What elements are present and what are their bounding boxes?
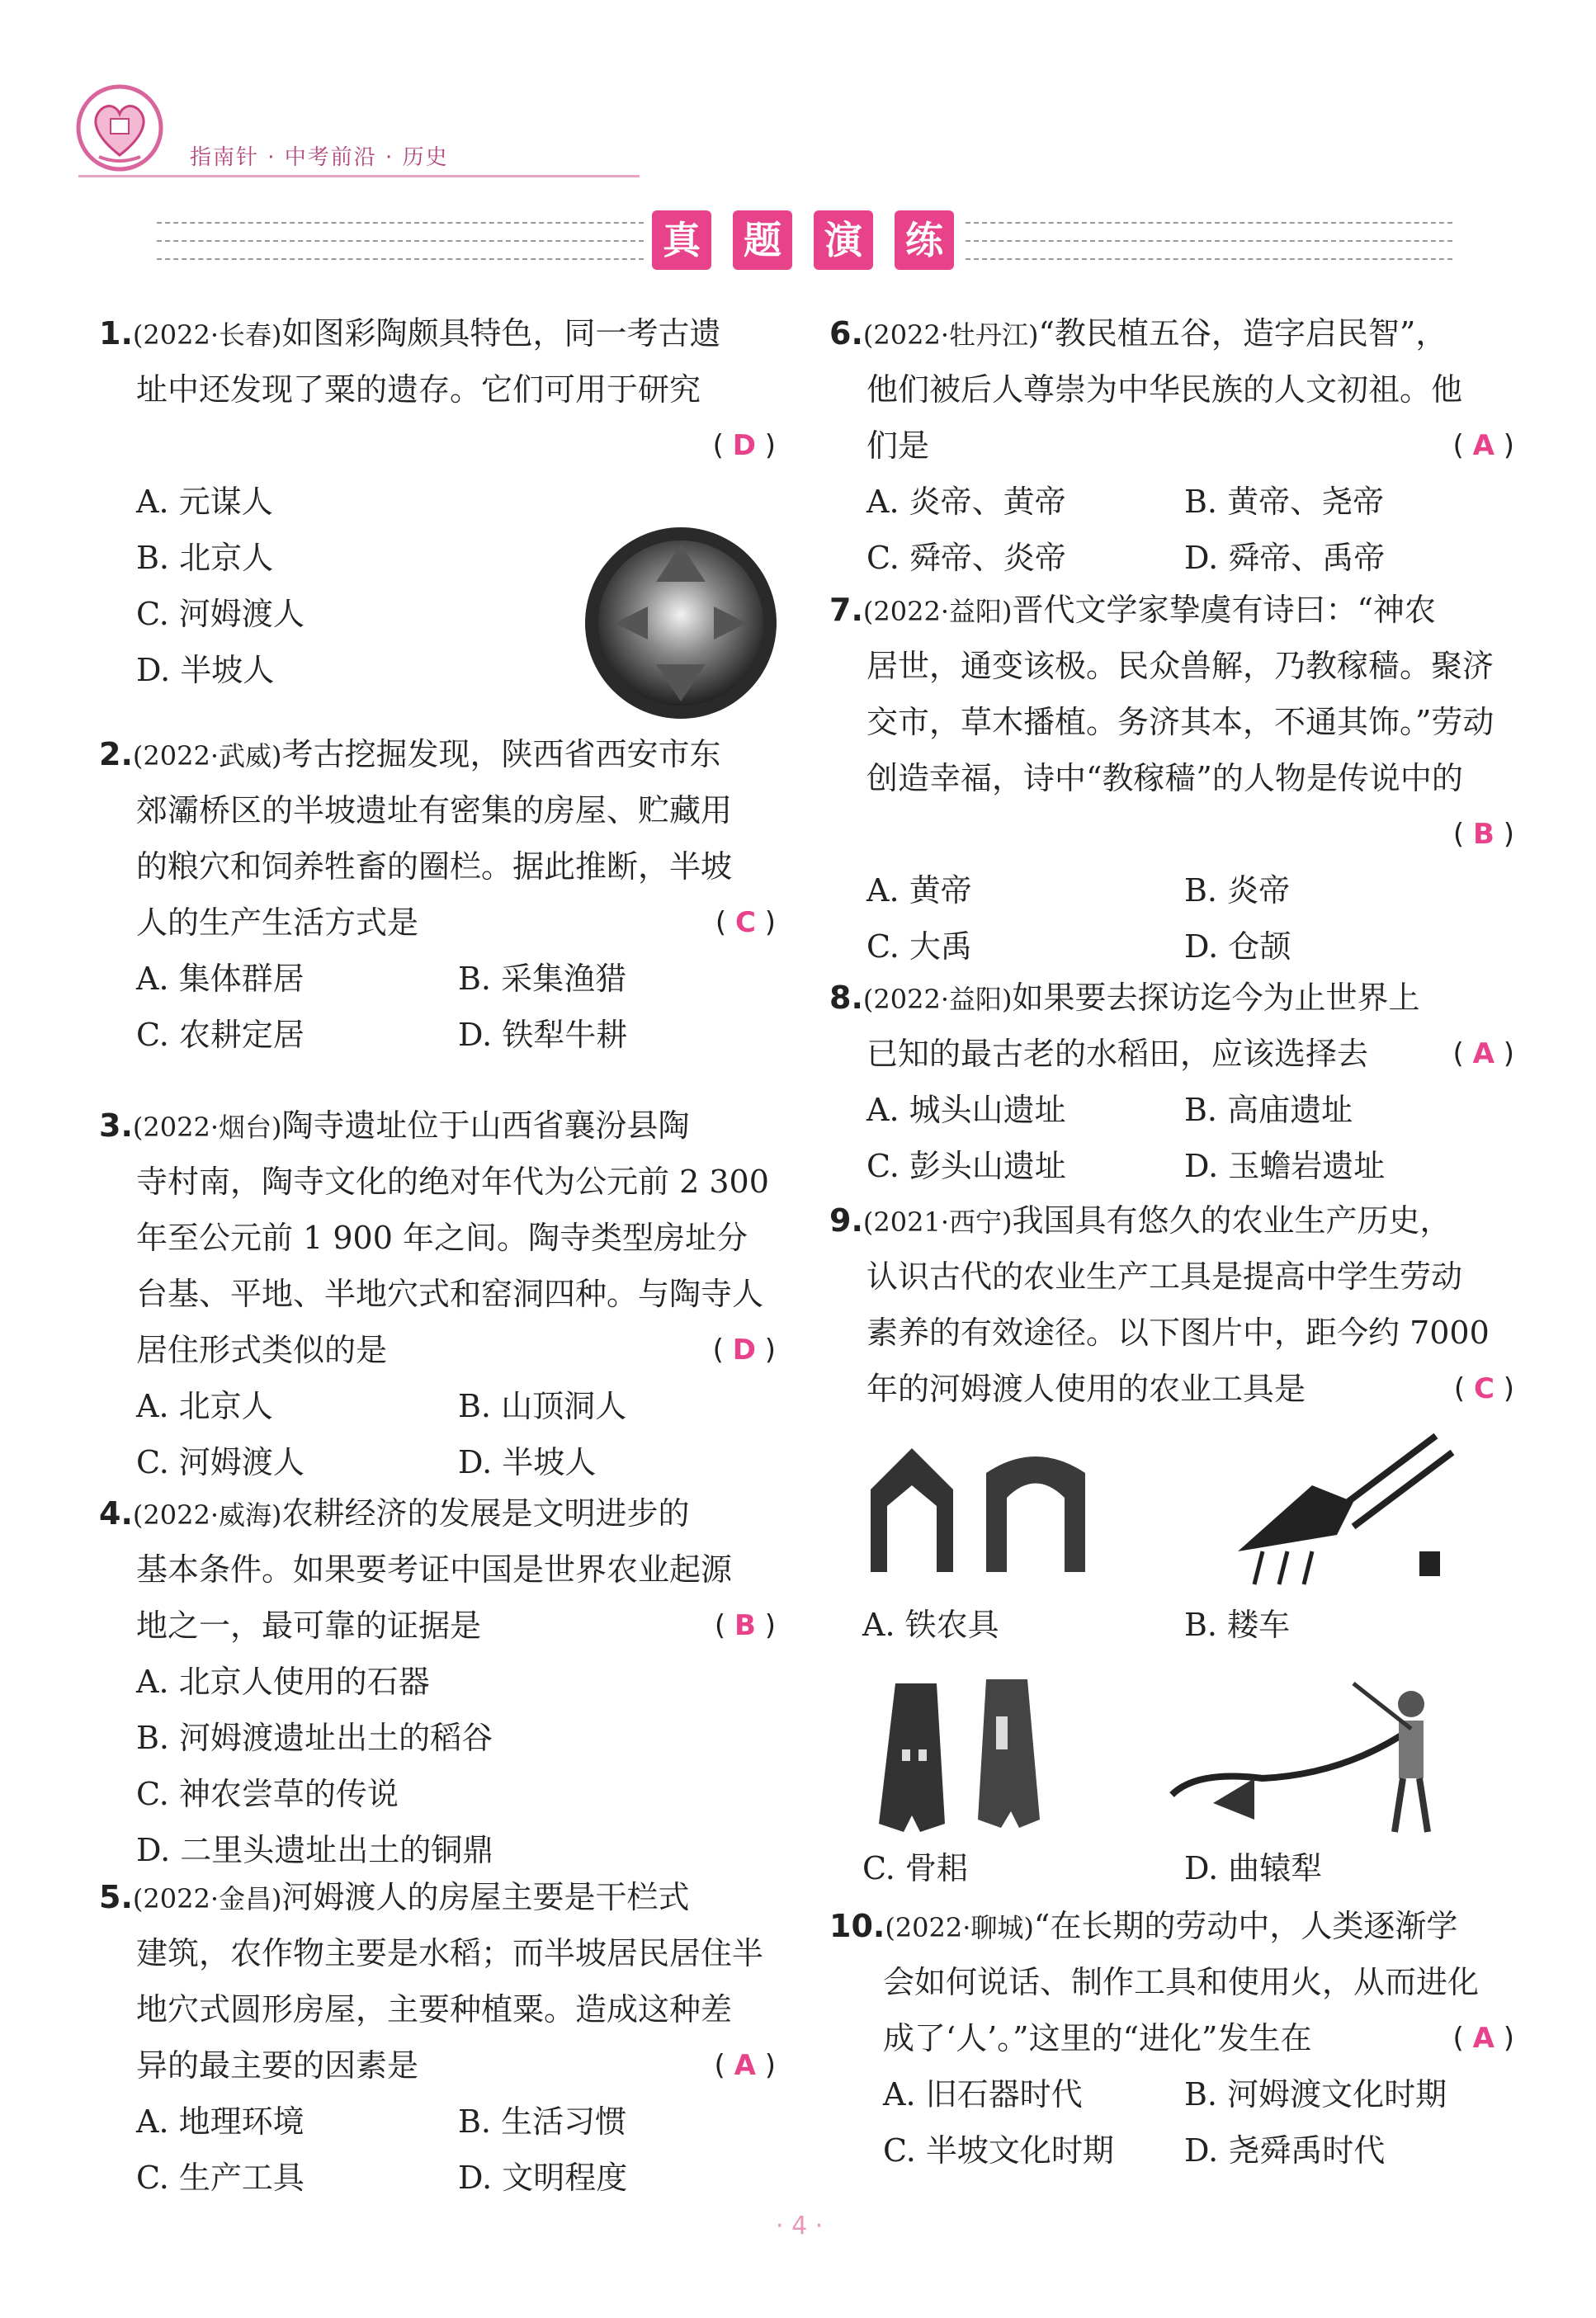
question-text: 的粮穴和饲养牲畜的圈栏。据此推断，半坡: [136, 848, 733, 885]
question-number: 8.: [829, 980, 863, 1016]
option-d: D. 玉蟾岩遗址: [1184, 1148, 1386, 1184]
answer-mark: ( A ): [714, 2049, 776, 2082]
banner-dash: [966, 240, 1452, 242]
banner-title: [652, 210, 957, 276]
options-row: [829, 2066, 1514, 2122]
banner-dash: [157, 222, 644, 224]
banner-char: 演: [814, 210, 873, 270]
answer-mark: ( B ): [1452, 818, 1514, 851]
option-a: A. 北京人: [136, 1388, 273, 1424]
options-row: [99, 951, 776, 1007]
question-text: 晋代文学家挚虞有诗曰：“神农: [1012, 592, 1436, 628]
question-9: [829, 1192, 1514, 1417]
section-banner: [157, 210, 1452, 276]
question-text: 素养的有效途径。以下图片中，距今约 7000: [866, 1315, 1490, 1351]
question-2: [99, 726, 776, 1063]
options-row: [829, 1082, 1514, 1138]
options-row: [99, 2150, 776, 2206]
question-text: 河姆渡人的房屋主要是干栏式: [281, 1879, 690, 1915]
option-a: A. 铁农具: [862, 1607, 999, 1643]
question-number: 7.: [829, 592, 863, 628]
question-text: 认识古代的农业生产工具是提高中学生劳动: [866, 1258, 1463, 1295]
option-d: D. 半坡人: [136, 652, 275, 688]
question-text: 年的河姆渡人使用的农业工具是: [866, 1371, 1306, 1407]
question-text: 建筑，农作物主要是水稻；而半坡居民居住半: [136, 1935, 764, 1971]
page-header: [74, 83, 644, 182]
question-source: (2021·西宁): [862, 1206, 1013, 1238]
question-7: [829, 582, 1514, 975]
question-number: 9.: [829, 1202, 863, 1239]
option-a: A. 城头山遗址: [866, 1092, 1066, 1128]
question-source: (2022·牡丹江): [862, 319, 1039, 351]
question-text: 郊灞桥区的半坡遗址有密集的房屋、贮藏用: [136, 792, 733, 829]
question-text: 考古挖掘发现，陕西省西安市东: [281, 736, 721, 772]
option-c: C. 大禹: [866, 928, 972, 965]
question-number: 4.: [99, 1495, 133, 1532]
options-row: [829, 862, 1514, 918]
option-c: C. 神农尝草的传说: [136, 1776, 399, 1812]
options-row: [829, 2122, 1514, 2179]
iron-tools-image: [862, 1440, 1126, 1589]
bone-spade-image: [862, 1675, 1077, 1840]
option-c: C. 河姆渡人: [136, 1444, 305, 1480]
question-text: 创造幸福，诗中“教稼穑”的人物是传说中的: [866, 760, 1463, 796]
option-c: C. 河姆渡人: [136, 596, 305, 632]
answer-mark: ( C ): [1453, 1372, 1514, 1405]
option-d: D. 二里头遗址出土的铜鼎: [136, 1832, 494, 1868]
question-text: 我国具有悠久的农业生产历史，: [1012, 1202, 1452, 1239]
answer-mark: ( A ): [1452, 2022, 1514, 2055]
option-a: A. 旧石器时代: [883, 2076, 1083, 2113]
question-source: (2022·聊城): [885, 1912, 1034, 1943]
options-row: [829, 1138, 1514, 1194]
option-a: A. 元谋人: [136, 484, 273, 520]
question-6: [829, 305, 1514, 586]
options-row: [829, 530, 1514, 586]
question-text: 如图彩陶颇具特色，同一考古遗: [281, 315, 721, 352]
option-a: A. 炎帝、黄帝: [866, 484, 1066, 520]
option-b: B. 耧车: [1184, 1607, 1291, 1643]
question-10: [829, 1898, 1514, 2179]
option-c: C. 农耕定居: [136, 1017, 305, 1053]
answer-mark: ( C ): [715, 906, 776, 939]
banner-dash: [157, 258, 644, 260]
question-number: 1.: [99, 315, 133, 352]
question-source: (2022·武威): [132, 740, 282, 772]
option-b: B. 炎帝: [1184, 872, 1291, 909]
page-number: · 4 ·: [776, 2212, 824, 2240]
options-row: [99, 1007, 776, 1063]
banner-char: 题: [733, 210, 792, 270]
option-c: C. 骨耜: [862, 1850, 968, 1886]
question-number: 10.: [829, 1908, 885, 1944]
option-b: B. 生活习惯: [458, 2103, 627, 2140]
question-text: “在长期的劳动中，人类逐渐学: [1033, 1908, 1458, 1944]
question-text: 地穴式圆形房屋，主要种植粟。造成这种差: [136, 1991, 733, 2028]
options-row: [829, 474, 1514, 530]
question-text: 农耕经济的发展是文明进步的: [281, 1495, 690, 1532]
answer-mark: ( D ): [712, 429, 776, 462]
question-source: (2022·威海): [132, 1499, 282, 1531]
option-b: B. 黄帝、尧帝: [1184, 484, 1385, 520]
option-c: C. 生产工具: [136, 2160, 305, 2196]
option-c: C. 半坡文化时期: [883, 2132, 1114, 2169]
question-text: 寺村南，陶寺文化的绝对年代为公元前 2 300: [136, 1164, 769, 1200]
options-row: [99, 1434, 776, 1490]
school-logo-icon: [74, 83, 165, 173]
answer-mark: ( A ): [1452, 429, 1514, 462]
option-b: B. 山顶洞人: [458, 1388, 627, 1424]
banner-dash: [157, 240, 644, 242]
question-text: 址中还发现了粟的遗存。它们可用于研究: [136, 371, 701, 408]
question-number: 5.: [99, 1879, 133, 1915]
question-text: 异的最主要的因素是: [136, 2047, 419, 2084]
question-text: 他们被后人尊崇为中华民族的人文初祖。他: [866, 371, 1463, 408]
option-b: B. 高庙遗址: [1184, 1092, 1353, 1128]
question-source: (2022·金昌): [132, 1883, 282, 1914]
banner-dash: [966, 258, 1452, 260]
option-b: B. 北京人: [136, 540, 274, 576]
breadcrumb: 指南针 · 中考前沿 · 历史: [190, 145, 449, 170]
option-a: A. 黄帝: [866, 872, 972, 909]
option-b: B. 河姆渡文化时期: [1184, 2076, 1447, 2113]
option-d: D. 铁犁牛耕: [458, 1017, 628, 1053]
question-text: 人的生产生活方式是: [136, 904, 419, 941]
question-text: 如果要去探访迄今为止世界上: [1012, 980, 1420, 1016]
option-b: B. 采集渔猎: [458, 961, 627, 997]
option-d: D. 曲辕犁: [1184, 1850, 1323, 1886]
header-divider: [78, 175, 640, 177]
question-text: “教民植五谷，造字启民智”，: [1038, 315, 1447, 352]
curved-plow-image: [1164, 1679, 1444, 1840]
painted-pottery-image: [582, 524, 780, 722]
question-text: 基本条件。如果要考证中国是世界农业起源: [136, 1551, 733, 1588]
option-d: D. 仓颉: [1184, 928, 1291, 965]
question-text: 年至公元前 1 900 年之间。陶寺类型房址分: [136, 1220, 748, 1256]
question-5: [99, 1869, 776, 2206]
question-text: 居世，通变该极。民众兽解，乃教稼穑。聚济: [866, 648, 1494, 684]
option-a: A. 地理环境: [136, 2103, 305, 2140]
question-source: (2022·益阳): [862, 596, 1013, 627]
question-number: 3.: [99, 1107, 133, 1144]
option-a: A. 集体群居: [136, 961, 305, 997]
options-row: [829, 918, 1514, 975]
question-text: 成了‘人’。”这里的“进化”发生在: [883, 2020, 1312, 2056]
options-row: [99, 1378, 776, 1434]
question-text: 地之一，最可靠的证据是: [136, 1607, 482, 1644]
answer-mark: ( A ): [1452, 1037, 1514, 1070]
question-text: 交市，草木播植。务济其本，不通其饰。”劳动: [866, 704, 1494, 740]
question-text: 们是: [866, 427, 930, 464]
question-text: 台基、平地、半地穴式和窑洞四种。与陶寺人: [136, 1276, 764, 1312]
option-c: C. 彭头山遗址: [866, 1148, 1066, 1184]
question-8: [829, 970, 1514, 1194]
option-a: A. 北京人使用的石器: [136, 1664, 430, 1700]
question-text: 陶寺遗址位于山西省襄汾县陶: [281, 1107, 690, 1144]
question-source: (2022·益阳): [862, 984, 1013, 1015]
question-text: 已知的最古老的水稻田，应该选择去: [866, 1036, 1369, 1072]
banner-dash: [966, 222, 1452, 224]
seed-drill-image: [1213, 1428, 1461, 1593]
question-text: 会如何说话、制作工具和使用火，从而进化: [883, 1964, 1480, 2000]
banner-char: 练: [895, 210, 954, 270]
option-d: D. 舜帝、禹帝: [1184, 540, 1386, 576]
banner-char: 真: [652, 210, 711, 270]
question-source: (2022·烟台): [132, 1112, 282, 1143]
question-source: (2022·长春): [132, 319, 282, 351]
question-number: 2.: [99, 736, 133, 772]
question-4: [99, 1485, 776, 1878]
answer-mark: ( B ): [714, 1609, 776, 1642]
option-d: D. 文明程度: [458, 2160, 628, 2196]
question-3: [99, 1098, 776, 1490]
question-number: 6.: [829, 315, 863, 352]
option-b: B. 河姆渡遗址出土的稻谷: [136, 1720, 493, 1756]
answer-mark: ( D ): [712, 1334, 776, 1367]
question-text: 居住形式类似的是: [136, 1332, 388, 1368]
option-d: D. 尧舜禹时代: [1184, 2132, 1386, 2169]
option-c: C. 舜帝、炎帝: [866, 540, 1066, 576]
option-d: D. 半坡人: [458, 1444, 597, 1480]
options-row: [99, 2094, 776, 2150]
